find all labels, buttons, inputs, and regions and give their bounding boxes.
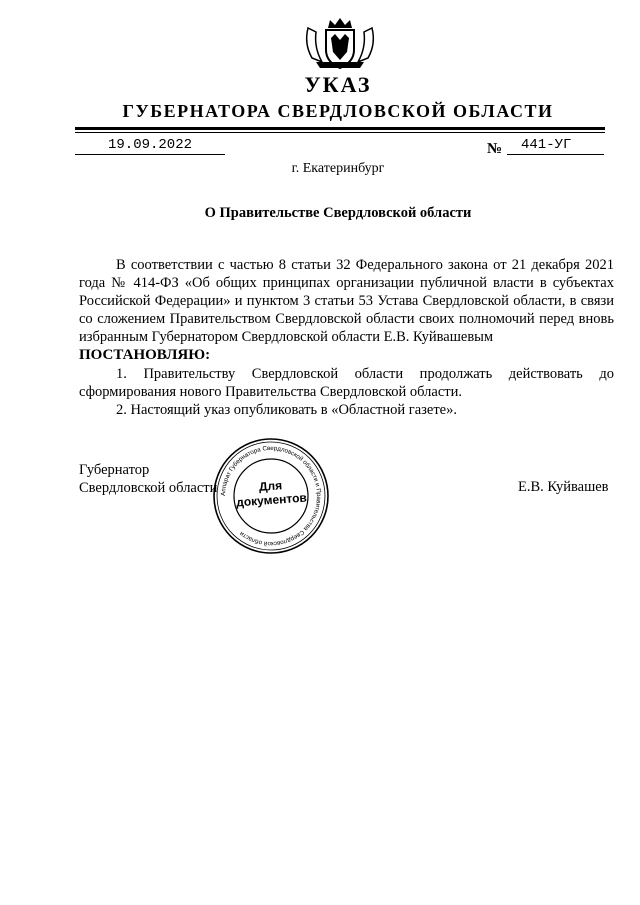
decree-item-2: 2. Настоящий указ опубликовать в «Областной газете». (116, 402, 457, 418)
signer-position (79, 461, 217, 497)
resolve-heading: ПОСТАНОВЛЯЮ: (79, 347, 211, 363)
stamp-label-line2: документов (235, 490, 308, 510)
stamp-label-line1: Для (258, 478, 283, 494)
stamp-center-label (227, 476, 315, 510)
signer-position-line1: Губернатор (79, 462, 150, 478)
document-number: 441-УГ (507, 137, 604, 155)
document-subject-title: О Правительстве Свердловской области (204, 205, 472, 221)
document-type-title: УКАЗ (304, 72, 372, 97)
preamble-paragraph: В соответствии с частью 8 статьи 32 Федерального закона от 21 декабря 2021 года № 414-ФЗ «Об общих принципах организации публичной власти в субъектах Российской Федерации» и пунктом 3 статьи 53 Устава Свердловской области, в связи со сложением Правительством Свердловской области своих полномочий перед вновь избранным Губернатором Свердловской области Е.В. Куйвашевым (79, 257, 614, 345)
header-rule-thin (75, 132, 605, 133)
header-rule-thick (75, 127, 605, 130)
stamp-ring-text: Аппарат Губернатора Свердловской области и Правительства Свердловской области (219, 444, 323, 548)
document-city: г. Екатеринбург (291, 161, 385, 176)
document-date: 19.09.2022 (75, 137, 225, 155)
coat-of-arms-icon (300, 16, 380, 72)
signer-position-line2: Свердловской области (79, 480, 218, 496)
signer-name: Е.В. Куйвашев (518, 479, 609, 495)
number-sign: № (487, 141, 503, 157)
issuer-title: ГУБЕРНАТОРА СВЕРДЛОВСКОЙ ОБЛАСТИ (122, 101, 554, 121)
decree-item-1: 1. Правительству Свердловской области продолжать действовать до сформирования нового Правительства Свердловской области. (79, 366, 614, 400)
document-body (79, 256, 614, 419)
